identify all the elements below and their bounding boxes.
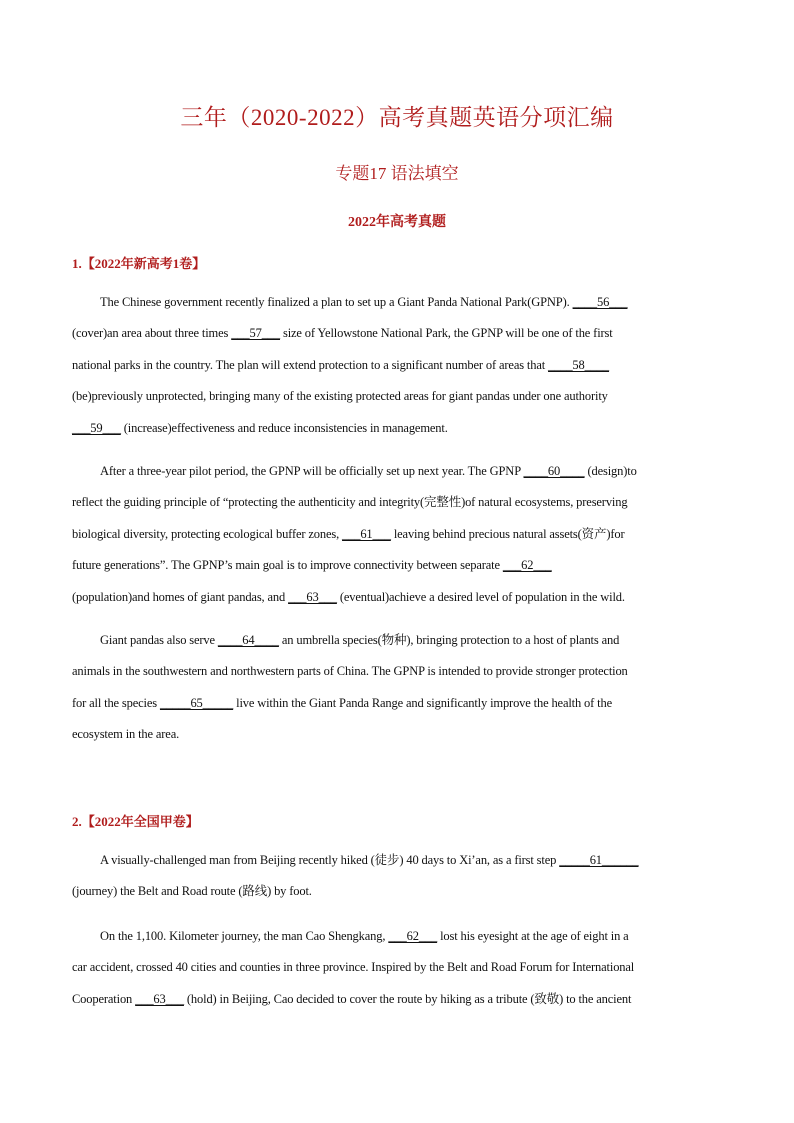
text-line: On the 1,100. Kilometer journey, the man Cao Shengkang, ___62___ lost his eyesight at the age of eight in a [100, 929, 629, 943]
question-1-heading: 1.【2022年新高考1卷】 [72, 256, 206, 271]
text-line: A visually-challenged man from Beijing recently hiked (徒步) 40 days to Xi’an, as a first step _____61______ [100, 853, 639, 867]
text-line: ecosystem in the area. [72, 727, 180, 742]
section-title: 2022年高考真题 [348, 215, 446, 230]
text-line: car accident, crossed 40 cities and counties in three province. Inspired by the Belt and Road Forum for International [72, 960, 635, 975]
document-title: 三年（2020-2022）高考真题英语分项汇编 [180, 105, 614, 130]
answer-blank-63[interactable]: ___63___ [288, 589, 337, 604]
text-line: (be)previously unprotected, bringing many of the existing protected areas for giant pandas under one authority [72, 389, 608, 404]
text-line: Cooperation ___63___ (hold) in Beijing, Cao decided to cover the route by hiking as a tribute (致敬) to the ancient [72, 991, 632, 1006]
answer-blank-60[interactable]: ____60____ [523, 464, 585, 478]
text-line: future generations”. The GPNP’s main goal is to improve connectivity between separate ___62___ [72, 558, 552, 573]
q2-paragraph-1 [72, 845, 724, 908]
q2-paragraph-2 [72, 921, 724, 1015]
answer-blank-64[interactable]: ____64____ [217, 633, 279, 647]
answer-blank-61[interactable]: _____61______ [559, 853, 639, 867]
text-line: biological diversity, protecting ecological buffer zones, ___61___ leaving behind precious natural assets(资产)for [72, 526, 625, 541]
answer-blank-61[interactable]: ___61___ [342, 526, 391, 541]
q1-paragraph-1 [72, 287, 724, 444]
text-line: (cover)an area about three times ___57___ size of Yellowstone National Park, the GPNP will be one of the first [72, 326, 613, 341]
answer-blank-57[interactable]: ___57___ [231, 326, 281, 341]
text-line: (population)and homes of giant pandas, and ___63___ (eventual)achieve a desired level of population in the wild. [72, 589, 625, 604]
answer-blank-59[interactable]: ___59___ [72, 420, 121, 435]
q1-paragraph-3 [72, 625, 724, 751]
text-line: ___59___ (increase)effectiveness and reduce inconsistencies in management. [72, 420, 448, 435]
text-line: After a three-year pilot period, the GPNP will be officially set up next year. The GPNP ____60____ (design)to [100, 464, 637, 478]
text-line: The Chinese government recently finalized a plan to set up a Giant Panda National Park(GPNP). ____56___ [100, 295, 628, 309]
text-line: animals in the southwestern and northwestern parts of China. The GPNP is intended to provide stronger protection [72, 664, 628, 679]
text-line: reflect the guiding principle of “protecting the authenticity and integrity(完整性)of natural ecosystems, preserving [72, 495, 628, 510]
q1-paragraph-2 [72, 456, 724, 613]
answer-blank-63[interactable]: ___63___ [135, 991, 184, 1006]
question-2-heading: 2.【2022年全国甲卷】 [72, 814, 199, 829]
text-line: national parks in the country. The plan will extend protection to a significant number of areas that ____58____ [72, 357, 610, 372]
answer-blank-62[interactable]: ___62___ [388, 929, 438, 943]
answer-blank-62[interactable]: ___62___ [502, 558, 552, 573]
topic-subtitle: 专题17 语法填空 [335, 164, 459, 183]
answer-blank-56[interactable]: ____56___ [572, 295, 628, 309]
answer-blank-58[interactable]: ____58____ [548, 357, 610, 372]
text-line: (journey) the Belt and Road route (路线) by foot. [72, 884, 312, 899]
text-line: Giant pandas also serve ____64____ an umbrella species(物种), bringing protection to a host of plants and [100, 633, 620, 647]
text-line: for all the species _____65_____ live within the Giant Panda Range and significantly improve the health of the [72, 695, 612, 710]
answer-blank-65[interactable]: _____65_____ [159, 695, 234, 710]
